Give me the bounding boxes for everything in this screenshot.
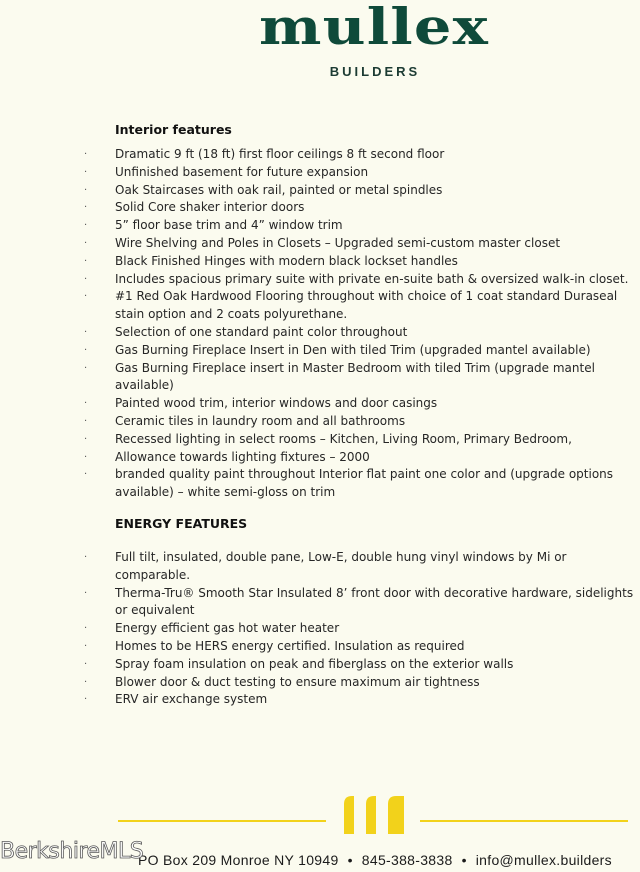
bullet-icon: · bbox=[84, 469, 88, 481]
bullet-icon: · bbox=[84, 326, 88, 338]
bullet-icon: · bbox=[84, 433, 88, 445]
interior-feature-item-text: Allowance towards lighting fixtures – 2000 bbox=[115, 449, 370, 464]
bullet-icon: · bbox=[84, 273, 88, 285]
footer-email[interactable]: info@mullex.builders bbox=[475, 852, 612, 868]
footer-address: PO Box 209 Monroe NY 10949 bbox=[138, 852, 339, 868]
energy-feature-item bbox=[78, 549, 638, 585]
energy-feature-item-text: Blower door & duct testing to ensure maximum air tightness bbox=[115, 674, 480, 689]
interior-feature-item-text: Oak Staircases with oak rail, painted or metal spindles bbox=[115, 182, 443, 197]
interior-feature-item-text: Painted wood trim, interior windows and door casings bbox=[115, 396, 438, 411]
bullet-icon: · bbox=[84, 149, 88, 160]
energy-feature-item bbox=[78, 638, 638, 656]
bullet-icon: · bbox=[84, 344, 88, 356]
energy-feature-item-text: Therma-Tru® Smooth Star Insulated 8’ front door with decorative hardware, sidelights or equivalent bbox=[115, 585, 634, 618]
interior-feature-item-text: 5” floor base trim and 4” window trim bbox=[115, 218, 343, 233]
interior-feature-item bbox=[78, 360, 638, 396]
interior-feature-item-text: Gas Burning Fireplace Insert in Den with tiled Trim (upgraded mantel available) bbox=[115, 342, 591, 357]
interior-feature-item bbox=[78, 466, 638, 502]
bullet-icon: · bbox=[84, 166, 88, 178]
bullet-icon: · bbox=[84, 255, 88, 267]
interior-feature-item-text: Unfinished basement for future expansion bbox=[115, 164, 369, 179]
energy-feature-item bbox=[78, 620, 638, 638]
berkshire-mls-watermark: BerkshireMLS bbox=[0, 839, 144, 864]
energy-feature-item-text: Energy efficient gas hot water heater bbox=[115, 621, 340, 636]
bullet-icon: · bbox=[84, 184, 88, 196]
bullet-icon: · bbox=[84, 658, 88, 670]
energy-feature-item bbox=[78, 656, 638, 674]
interior-feature-item-text: Selection of one standard paint color throughout bbox=[115, 324, 408, 339]
footer-rule-right bbox=[420, 820, 628, 822]
mullex-logo: mullex bbox=[259, 0, 489, 56]
interior-feature-item bbox=[78, 342, 638, 360]
energy-feature-item-text: Homes to be HERS energy certified. Insulation as required bbox=[115, 638, 465, 653]
interior-feature-item bbox=[78, 217, 638, 235]
interior-feature-item-text: Includes spacious primary suite with private en-suite bath & oversized walk-in closet. bbox=[115, 271, 629, 286]
interior-feature-item bbox=[78, 413, 638, 431]
energy-features-section bbox=[78, 516, 638, 709]
energy-features-heading: ENERGY FEATURES bbox=[115, 516, 248, 531]
interior-feature-item-text: Recessed lighting in select rooms – Kitchen, Living Room, Primary Bedroom, bbox=[115, 431, 572, 446]
interior-feature-item bbox=[78, 431, 638, 449]
footer-separator: • bbox=[461, 852, 467, 868]
interior-features-section bbox=[78, 122, 638, 502]
bullet-icon: · bbox=[84, 552, 88, 563]
interior-feature-item bbox=[78, 449, 638, 467]
bullet-icon: · bbox=[84, 398, 88, 410]
interior-feature-item-text: #1 Red Oak Hardwood Flooring throughout with choice of 1 coat standard Duraseal stain option and 2 coats polyurethane. bbox=[115, 289, 618, 322]
bullet-icon: · bbox=[84, 587, 88, 599]
footer-separator: • bbox=[347, 852, 353, 868]
interior-feature-item-text: Gas Burning Fireplace insert in Master Bedroom with tiled Trim (upgrade mantel available) bbox=[115, 360, 595, 393]
bullet-icon: · bbox=[84, 694, 88, 706]
interior-feature-item-text: branded quality paint throughout Interior flat paint one color and (upgrade options available) – white semi-gloss on trim bbox=[115, 467, 614, 500]
interior-feature-item-text: Black Finished Hinges with modern black lockset handles bbox=[115, 253, 458, 268]
interior-feature-item-text: Ceramic tiles in laundry room and all bathrooms bbox=[115, 413, 406, 428]
bullet-icon: · bbox=[84, 676, 88, 688]
interior-feature-item bbox=[78, 324, 638, 342]
bullet-icon: · bbox=[84, 451, 88, 463]
footer-rule-left bbox=[118, 820, 326, 822]
interior-feature-item bbox=[78, 164, 638, 182]
bullet-icon: · bbox=[84, 362, 88, 374]
interior-feature-item bbox=[78, 146, 638, 164]
energy-feature-item-text: Full tilt, insulated, double pane, Low-E, double hung vinyl windows by Mi or comparable. bbox=[115, 550, 567, 582]
energy-feature-item bbox=[78, 691, 638, 709]
interior-feature-item-text: Solid Core shaker interior doors bbox=[115, 200, 305, 215]
interior-feature-item bbox=[78, 199, 638, 217]
energy-feature-item bbox=[78, 585, 638, 621]
interior-feature-item bbox=[78, 395, 638, 413]
interior-feature-item bbox=[78, 271, 638, 289]
interior-feature-item-text: Wire Shelving and Poles in Closets – Upgraded semi-custom master closet bbox=[115, 235, 561, 250]
energy-feature-item bbox=[78, 674, 638, 692]
interior-feature-item bbox=[78, 288, 638, 324]
energy-features-list bbox=[78, 549, 638, 709]
bullet-icon: · bbox=[84, 202, 88, 214]
bullet-icon: · bbox=[84, 623, 88, 635]
interior-feature-item bbox=[78, 253, 638, 271]
bullet-icon: · bbox=[84, 415, 88, 427]
interior-features-heading: Interior features bbox=[115, 122, 232, 137]
interior-feature-item bbox=[78, 182, 638, 200]
builders-tagline: BUILDERS bbox=[329, 64, 421, 79]
bullet-icon: · bbox=[84, 220, 88, 232]
interior-feature-item bbox=[78, 235, 638, 253]
interior-feature-item-text: Dramatic 9 ft (18 ft) first floor ceilings 8 ft second floor bbox=[115, 147, 445, 161]
energy-feature-item-text: Spray foam insulation on peak and fiberglass on the exterior walls bbox=[115, 656, 514, 671]
footer-phone[interactable]: 845-388-3838 bbox=[361, 852, 453, 868]
bullet-icon: · bbox=[84, 291, 88, 303]
mullex-mark-icon bbox=[342, 794, 406, 834]
bullet-icon: · bbox=[84, 640, 88, 652]
interior-features-list bbox=[78, 146, 638, 502]
bullet-icon: · bbox=[84, 237, 88, 249]
energy-feature-item-text: ERV air exchange system bbox=[115, 692, 268, 707]
